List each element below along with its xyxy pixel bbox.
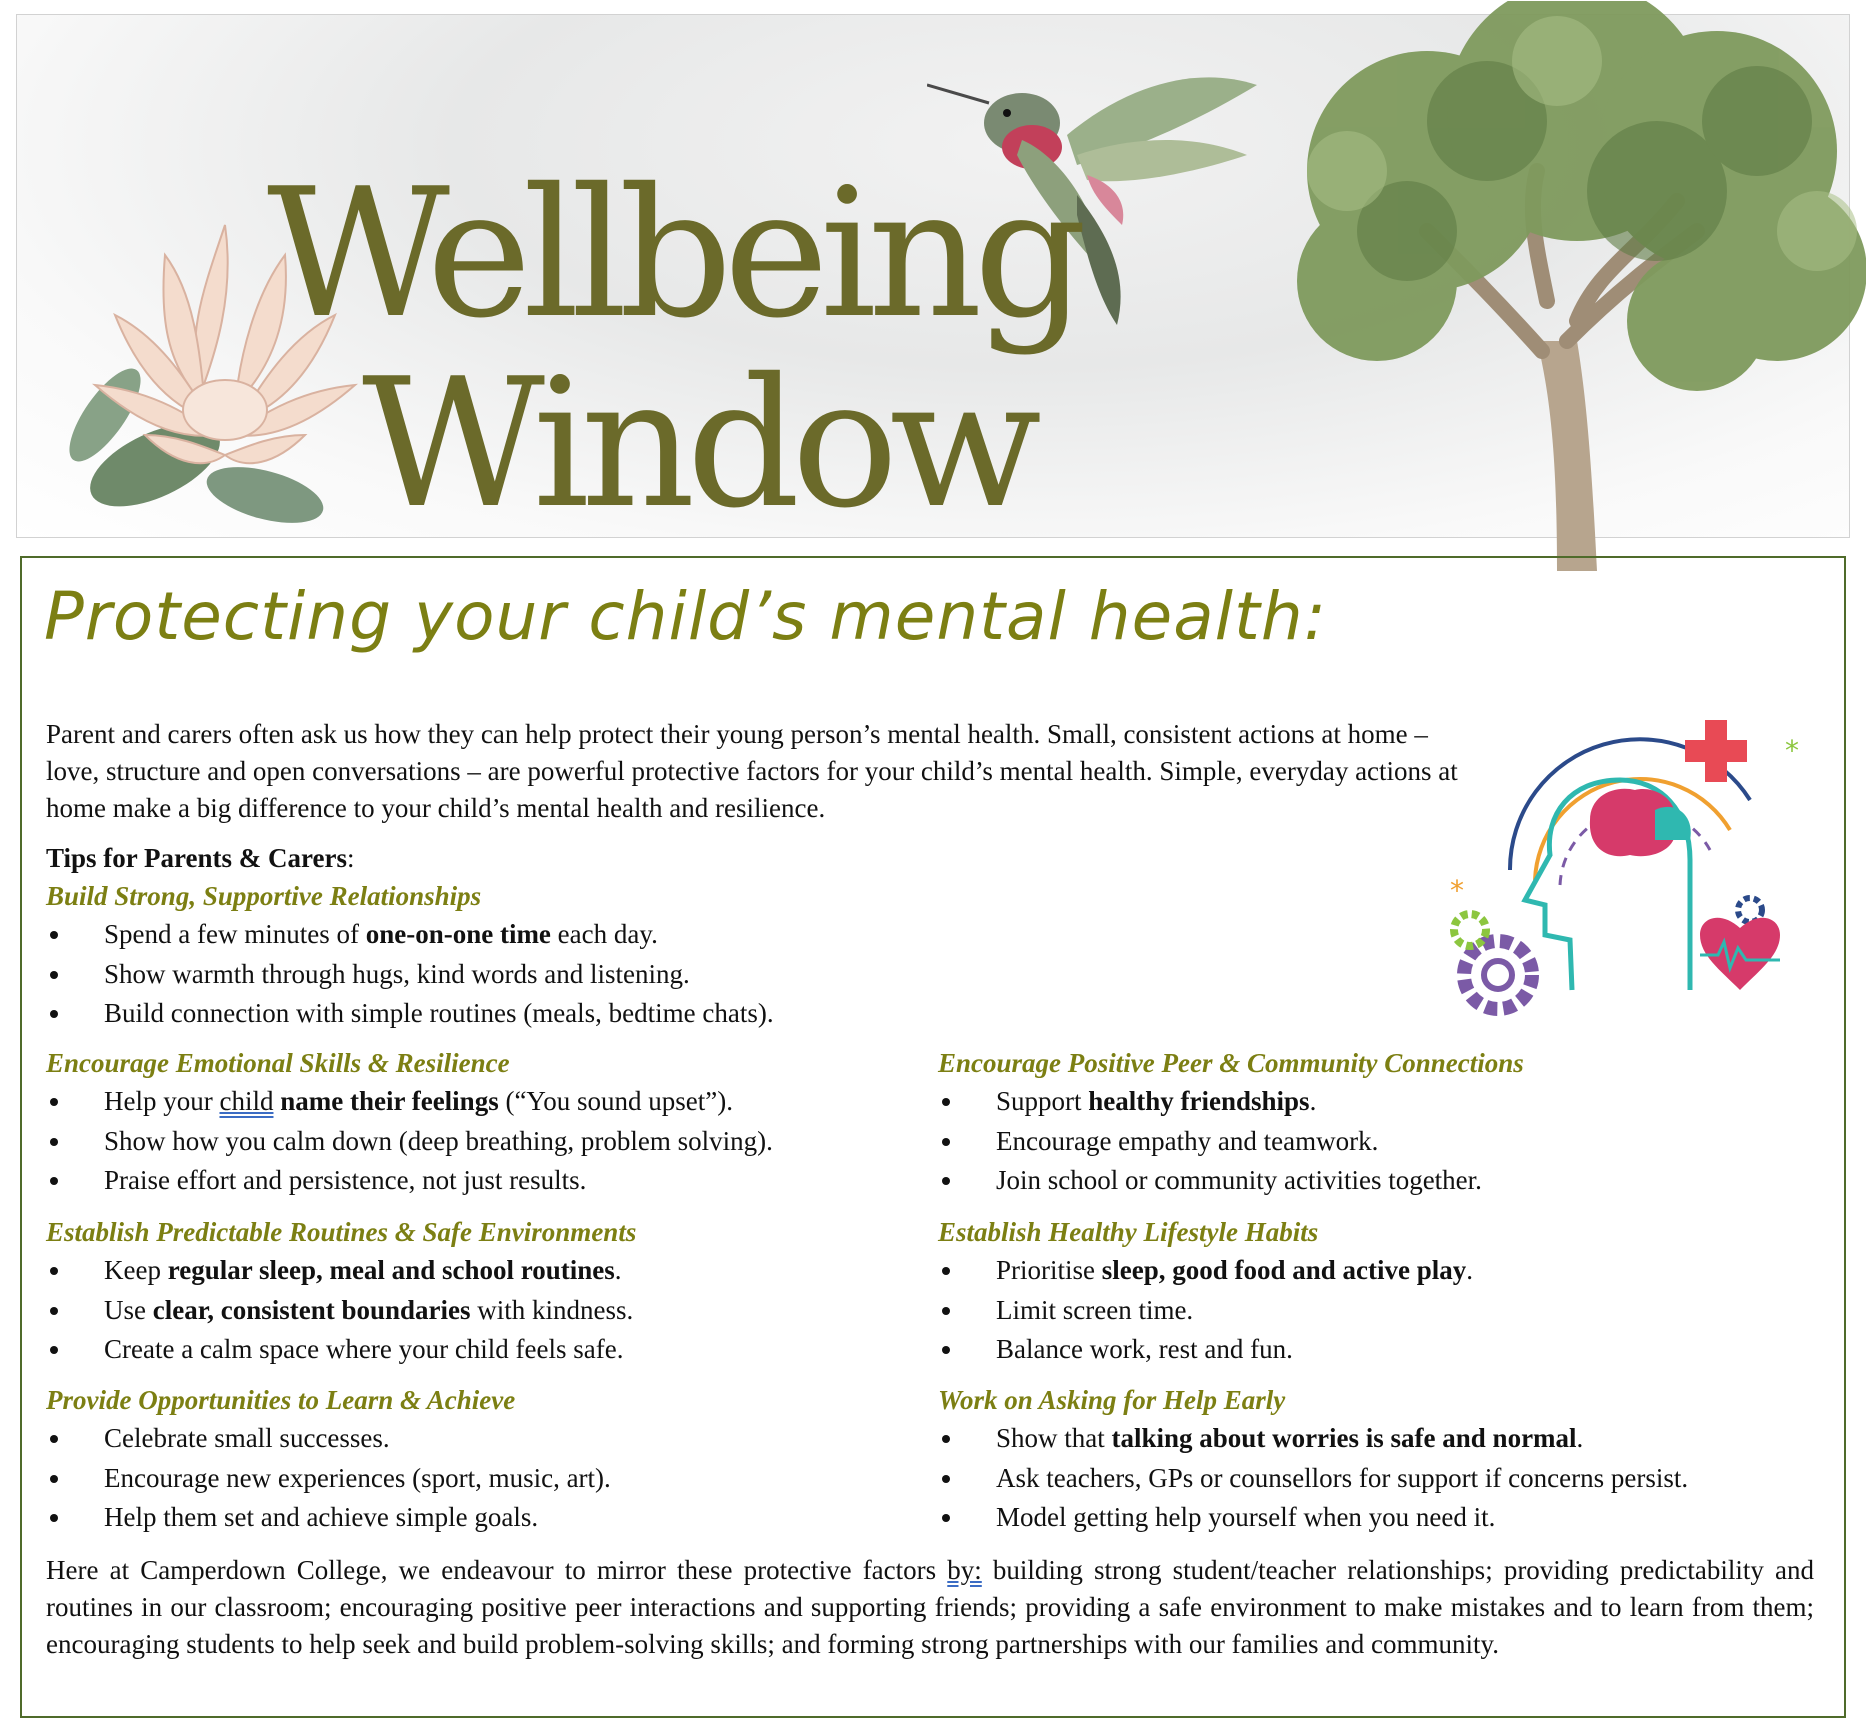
list-item: Keep regular sleep, meal and school routines. (46, 1251, 926, 1291)
list-item: Show warmth through hugs, kind words and listening. (46, 955, 926, 995)
mental-health-head-icon (1450, 690, 1810, 1050)
section-asking-for-help (938, 1382, 1818, 1538)
list-item: Join school or community activities together. (938, 1161, 1818, 1201)
svg-text:*: * (1450, 874, 1464, 907)
title-window: Window (362, 340, 1033, 547)
list-item: Praise effort and persistence, not just results. (46, 1161, 926, 1201)
section-title: Establish Predictable Routines & Safe Environments (46, 1217, 637, 1247)
intro-paragraph: Parent and carers often ask us how they can help protect their young person’s mental health. Small, consistent actions at home – love, structure and open conversations – are powerful protective factors for your child’s mental health. Simple, everyday actions at home make a big difference to your child’s mental health and resilience. (46, 719, 1458, 823)
section-opportunities (46, 1382, 926, 1538)
banner (16, 14, 1850, 547)
closing-paragraph: Here at Camperdown College, we endeavour to mirror these protective factors by: building strong student/teacher relationships; providing predictability and routines in our classroom; encouraging positive peer interactions and supporting friends; providing a safe environment to make mistakes and to learn from them; encouraging students to help seek and build problem-solving skills; and forming strong partnerships with our families and community. (46, 1555, 1814, 1659)
section-title: Establish Healthy Lifestyle Habits (938, 1217, 1319, 1247)
tree-illustration (1257, 1, 1866, 571)
list-item: Model getting help yourself when you need it. (938, 1498, 1818, 1538)
section-routines (46, 1214, 926, 1370)
section-relationships (46, 878, 926, 1034)
list-item: Build connection with simple routines (meals, bedtime chats). (46, 994, 926, 1034)
list-item: Show that talking about worries is safe and normal. (938, 1419, 1818, 1459)
list-item: Show how you calm down (deep breathing, problem solving). (46, 1122, 926, 1162)
section-lifestyle-habits (938, 1214, 1818, 1370)
list-item: Create a calm space where your child feels safe. (46, 1330, 926, 1370)
svg-text:*: * (1785, 734, 1799, 767)
section-title: Encourage Emotional Skills & Resilience (46, 1048, 510, 1078)
list-item: Ask teachers, GPs or counsellors for support if concerns persist. (938, 1459, 1818, 1499)
section-title: Build Strong, Supportive Relationships (46, 881, 482, 911)
list-item: Limit screen time. (938, 1291, 1818, 1331)
list-item: Celebrate small successes. (46, 1419, 926, 1459)
section-title: Work on Asking for Help Early (938, 1385, 1286, 1415)
list-item: Balance work, rest and fun. (938, 1330, 1818, 1370)
banner-title (17, 15, 1117, 547)
list-item: Spend a few minutes of one-on-one time each day. (46, 915, 926, 955)
list-item: Encourage new experiences (sport, music, art). (46, 1459, 926, 1499)
list-item: Help them set and achieve simple goals. (46, 1498, 926, 1538)
section-peer-connections (938, 1045, 1818, 1201)
headline: Protecting your child’s mental health: (44, 578, 1327, 655)
title-wellbeing: Wellbeing (267, 150, 1079, 357)
tips-heading-text: Tips for Parents & Carers (46, 843, 347, 873)
section-emotional-skills (46, 1045, 926, 1201)
section-title: Encourage Positive Peer & Community Connections (938, 1048, 1524, 1078)
list-item: Prioritise sleep, good food and active play. (938, 1251, 1818, 1291)
list-item: Use clear, consistent boundaries with kindness. (46, 1291, 926, 1331)
tips-heading (46, 843, 355, 874)
list-item: Help your child name their feelings (“You sound upset”). (46, 1082, 926, 1122)
list-item: Encourage empathy and teamwork. (938, 1122, 1818, 1162)
tips-heading-colon: : (346, 843, 355, 873)
list-item: Support healthy friendships. (938, 1082, 1818, 1122)
section-title: Provide Opportunities to Learn & Achieve (46, 1385, 516, 1415)
